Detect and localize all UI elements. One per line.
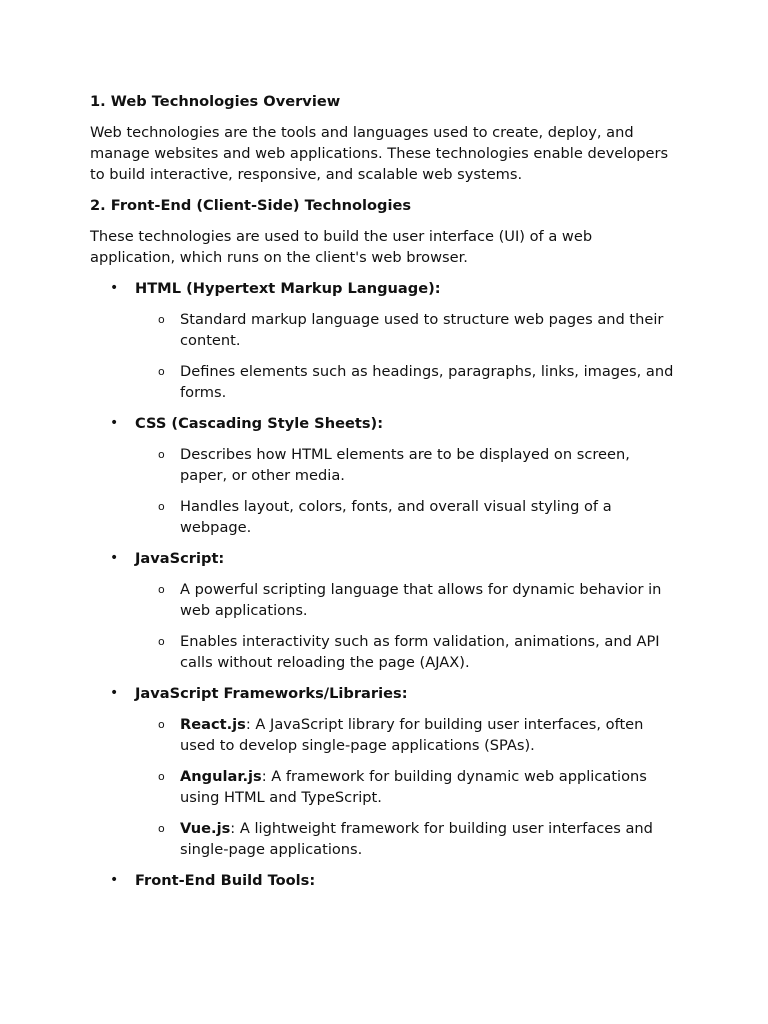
bullet-item-javascript bbox=[90, 548, 678, 673]
sub-item-vue bbox=[135, 818, 680, 860]
sub-marker: o bbox=[158, 448, 165, 461]
sub-item bbox=[135, 444, 680, 486]
sub-item-text: Defines elements such as headings, paragraphs, links, images, and forms. bbox=[180, 363, 674, 401]
sub-marker: o bbox=[158, 770, 165, 783]
sub-list bbox=[135, 444, 678, 538]
sub-marker: o bbox=[158, 583, 165, 596]
section-paragraph-overview: Web technologies are the tools and languages used to create, deploy, and manage websites and web applications. These technologies enable developers to build interactive, responsive, and scalable web systems. bbox=[90, 124, 669, 183]
bullet-item-frameworks bbox=[90, 683, 678, 860]
sub-marker: o bbox=[158, 500, 165, 513]
sub-item bbox=[135, 579, 680, 621]
section-heading-front-end: 2. Front-End (Client-Side) Technologies bbox=[90, 197, 412, 214]
sub-item bbox=[135, 309, 680, 351]
sub-list bbox=[135, 309, 678, 403]
sub-marker: o bbox=[158, 313, 165, 326]
bullet-item-css bbox=[90, 413, 678, 538]
sub-item-text: Enables interactivity such as form validation, animations, and API calls without reloading the page (AJAX). bbox=[180, 633, 660, 671]
sub-item-text: : A framework for building dynamic web applications using HTML and TypeScript. bbox=[180, 768, 647, 806]
bullet-title: CSS (Cascading Style Sheets): bbox=[135, 415, 384, 432]
sub-item-term: Angular.js bbox=[180, 768, 262, 785]
bullet-marker: • bbox=[110, 415, 119, 431]
sub-item-angular bbox=[135, 766, 680, 808]
sub-list bbox=[135, 579, 678, 673]
bullet-item-html bbox=[90, 278, 678, 403]
sub-item-react bbox=[135, 714, 680, 756]
sub-item bbox=[135, 496, 680, 538]
sub-item-term: React.js bbox=[180, 716, 246, 733]
section-heading-overview: 1. Web Technologies Overview bbox=[90, 93, 341, 110]
sub-item-term: Vue.js bbox=[180, 820, 231, 837]
bullet-title: JavaScript Frameworks/Libraries: bbox=[135, 685, 408, 702]
bullet-marker: • bbox=[110, 550, 119, 566]
bullet-title: HTML (Hypertext Markup Language): bbox=[135, 280, 441, 297]
sub-item-text: Describes how HTML elements are to be displayed on screen, paper, or other media. bbox=[180, 446, 630, 484]
sub-item bbox=[135, 631, 680, 673]
sub-item-text: Standard markup language used to structure web pages and their content. bbox=[180, 311, 664, 349]
sub-item-text: Handles layout, colors, fonts, and overall visual styling of a webpage. bbox=[180, 498, 612, 536]
bullet-marker: • bbox=[110, 280, 119, 296]
sub-item-text: : A lightweight framework for building user interfaces and single-page applications. bbox=[180, 820, 653, 858]
sub-item-text: A powerful scripting language that allows for dynamic behavior in web applications. bbox=[180, 581, 662, 619]
bullet-marker: • bbox=[110, 685, 119, 701]
sub-marker: o bbox=[158, 718, 165, 731]
sub-list bbox=[135, 714, 678, 860]
technology-bullet-list bbox=[90, 278, 678, 891]
sub-marker: o bbox=[158, 822, 165, 835]
bullet-item-build-tools bbox=[90, 870, 678, 891]
sub-marker: o bbox=[158, 365, 165, 378]
sub-item-text: : A JavaScript library for building user interfaces, often used to develop single-page applications (SPAs). bbox=[180, 716, 644, 754]
section-paragraph-front-end: These technologies are used to build the user interface (UI) of a web application, which runs on the client's web browser. bbox=[90, 228, 593, 266]
bullet-title: Front-End Build Tools: bbox=[135, 872, 316, 889]
sub-marker: o bbox=[158, 635, 165, 648]
bullet-title: JavaScript: bbox=[135, 550, 225, 567]
bullet-marker: • bbox=[110, 872, 119, 888]
sub-item bbox=[135, 361, 680, 403]
